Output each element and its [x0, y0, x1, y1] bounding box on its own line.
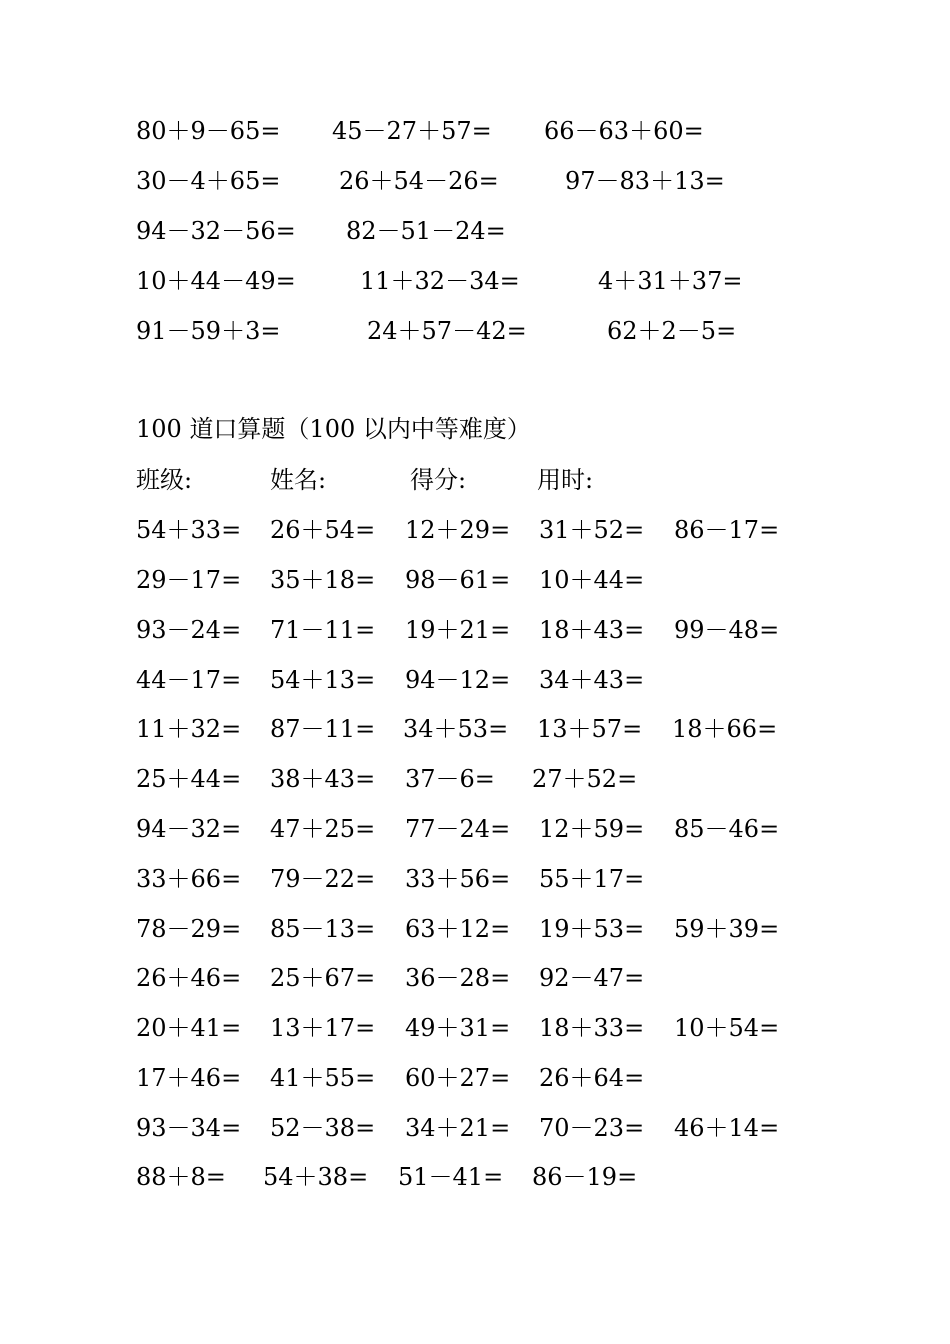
problem: 52－38=: [270, 1114, 376, 1142]
problem-row: [0, 166, 950, 196]
problem: 17＋46=: [136, 1064, 242, 1092]
problem: 94－12=: [405, 666, 511, 694]
problem-row: [0, 914, 950, 944]
time-label: 用时:: [537, 466, 594, 494]
problem: 27＋52=: [532, 765, 638, 793]
problem: 94－32=: [136, 815, 242, 843]
worksheet-title: 100 道口算题（100 以内中等难度）: [136, 415, 531, 443]
problem-row: [0, 216, 950, 246]
problem: 26＋64=: [539, 1064, 645, 1092]
problem: 26＋54－26=: [339, 167, 499, 195]
problem-row: [0, 615, 950, 645]
problem: 12＋29=: [405, 516, 511, 544]
problem: 86－17=: [674, 516, 780, 544]
problem-row: [0, 116, 950, 146]
problem-row: [0, 316, 950, 346]
problem: 80＋9－65=: [136, 117, 281, 145]
problem: 45－27＋57=: [332, 117, 492, 145]
problem: 13＋57=: [537, 715, 643, 743]
problem: 78－29=: [136, 915, 242, 943]
problem: 70－23=: [539, 1114, 645, 1142]
problem: 31＋52=: [539, 516, 645, 544]
problem: 33＋66=: [136, 865, 242, 893]
problem: 10＋44－49=: [136, 267, 296, 295]
problem: 44－17=: [136, 666, 242, 694]
problem: 54＋33=: [136, 516, 242, 544]
problem: 19＋53=: [539, 915, 645, 943]
problem: 91－59＋3=: [136, 317, 281, 345]
problem: 97－83＋13=: [565, 167, 725, 195]
problem: 99－48=: [674, 616, 780, 644]
problem-row: [0, 764, 950, 794]
problem-row: [0, 1013, 950, 1043]
problem: 88＋8=: [136, 1163, 226, 1191]
problem: 55＋17=: [539, 865, 645, 893]
problem: 92－47=: [539, 964, 645, 992]
problem: 46＋14=: [674, 1114, 780, 1142]
problem-row: [0, 963, 950, 993]
problem: 35＋18=: [270, 566, 376, 594]
problem: 25＋44=: [136, 765, 242, 793]
problem: 79－22=: [270, 865, 376, 893]
problem-row: [0, 1162, 950, 1192]
problem: 12＋59=: [539, 815, 645, 843]
problem-row: [0, 1113, 950, 1143]
info-line: [0, 465, 950, 495]
problem: 54＋38=: [263, 1163, 369, 1191]
problem-row: [0, 814, 950, 844]
problem: 24＋57－42=: [367, 317, 527, 345]
class-label: 班级:: [136, 466, 193, 494]
problem: 85－46=: [674, 815, 780, 843]
problem: 29－17=: [136, 566, 242, 594]
problem: 60＋27=: [405, 1064, 511, 1092]
problem: 47＋25=: [270, 815, 376, 843]
problem: 19＋21=: [405, 616, 511, 644]
problem: 13＋17=: [270, 1014, 376, 1042]
problem: 34＋53=: [403, 715, 509, 743]
score-label: 得分:: [410, 466, 467, 494]
problem: 77－24=: [405, 815, 511, 843]
problem: 87－11=: [270, 715, 376, 743]
problem: 26＋46=: [136, 964, 242, 992]
problem: 33＋56=: [405, 865, 511, 893]
problem: 66－63＋60=: [544, 117, 704, 145]
problem: 10＋54=: [674, 1014, 780, 1042]
problem: 98－61=: [405, 566, 511, 594]
problem: 85－13=: [270, 915, 376, 943]
problem: 93－24=: [136, 616, 242, 644]
problem: 10＋44=: [539, 566, 645, 594]
problem: 30－4＋65=: [136, 167, 281, 195]
problem: 34＋21=: [405, 1114, 511, 1142]
problem: 18＋66=: [672, 715, 778, 743]
problem-row: [0, 266, 950, 296]
problem: 93－34=: [136, 1114, 242, 1142]
problem: 25＋67=: [270, 964, 376, 992]
problem-row: [0, 515, 950, 545]
problem-row: [0, 714, 950, 744]
problem: 18＋33=: [539, 1014, 645, 1042]
problem-row: [0, 1063, 950, 1093]
problem: 82－51－24=: [346, 217, 506, 245]
problem: 18＋43=: [539, 616, 645, 644]
problem-row: [0, 565, 950, 595]
problem: 59＋39=: [674, 915, 780, 943]
problem: 36－28=: [405, 964, 511, 992]
problem: 51－41=: [398, 1163, 504, 1191]
problem: 34＋43=: [539, 666, 645, 694]
problem: 41＋55=: [270, 1064, 376, 1092]
problem: 38＋43=: [270, 765, 376, 793]
problem: 11＋32－34=: [360, 267, 520, 295]
problem-row: [0, 665, 950, 695]
problem: 26＋54=: [270, 516, 376, 544]
problem: 11＋32=: [136, 715, 242, 743]
problem: 62＋2－5=: [607, 317, 737, 345]
problem: 49＋31=: [405, 1014, 511, 1042]
problem: 4＋31＋37=: [598, 267, 743, 295]
problem: 94－32－56=: [136, 217, 296, 245]
problem: 54＋13=: [270, 666, 376, 694]
problem: 20＋41=: [136, 1014, 242, 1042]
problem: 63＋12=: [405, 915, 511, 943]
problem-row: [0, 864, 950, 894]
name-label: 姓名:: [270, 466, 327, 494]
problem: 37－6=: [405, 765, 495, 793]
problem: 71－11=: [270, 616, 376, 644]
problem: 86－19=: [532, 1163, 638, 1191]
